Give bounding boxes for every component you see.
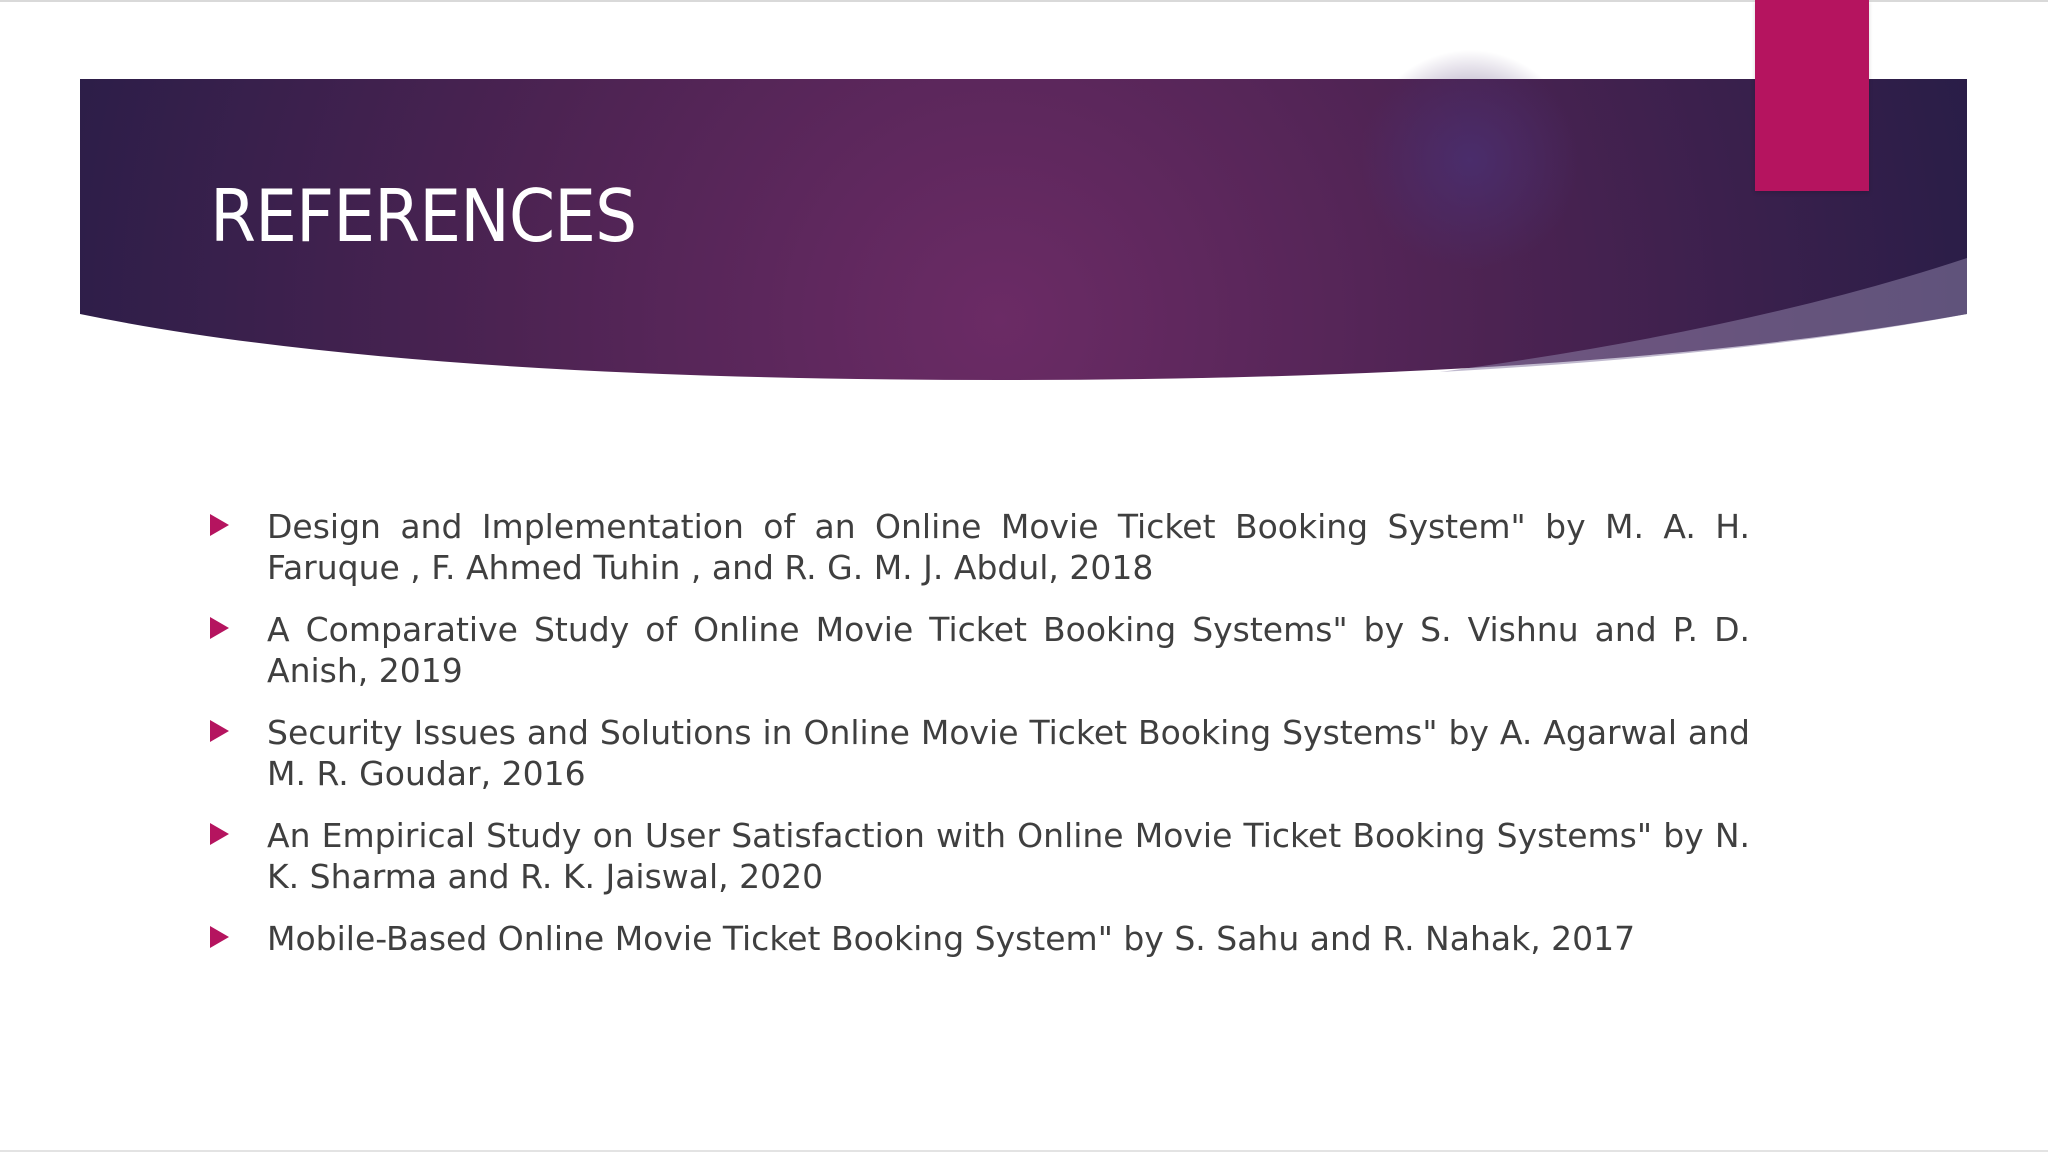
triangle-right-bullet-icon	[210, 823, 229, 845]
triangle-right-bullet-icon	[210, 720, 229, 742]
references-list	[210, 506, 1750, 980]
list-item	[210, 712, 1750, 794]
reference-text: Design and Implementation of an Online Movie Ticket Booking System" by M. A. H. Faruque , F. Ahmed Tuhin , and R. G. M. J. Abdul, 2018	[267, 507, 1750, 587]
accent-tab	[1755, 0, 1869, 191]
list-item	[210, 609, 1750, 691]
triangle-right-bullet-icon	[210, 514, 229, 536]
list-item	[210, 815, 1750, 897]
reference-text: A Comparative Study of Online Movie Ticket Booking Systems" by S. Vishnu and P. D. Anish, 2019	[267, 610, 1750, 690]
reference-text: An Empirical Study on User Satisfaction with Online Movie Ticket Booking Systems" by N. K. Sharma and R. K. Jaiswal, 2020	[267, 816, 1750, 896]
list-item	[210, 506, 1750, 588]
reference-text: Security Issues and Solutions in Online Movie Ticket Booking Systems" by A. Agarwal and M. R. Goudar, 2016	[267, 713, 1750, 793]
reference-text: Mobile-Based Online Movie Ticket Booking System" by S. Sahu and R. Nahak, 2017	[267, 919, 1636, 958]
list-item	[210, 918, 1750, 959]
slide-title: REFERENCES	[210, 174, 637, 258]
triangle-right-bullet-icon	[210, 926, 229, 948]
triangle-right-bullet-icon	[210, 617, 229, 639]
